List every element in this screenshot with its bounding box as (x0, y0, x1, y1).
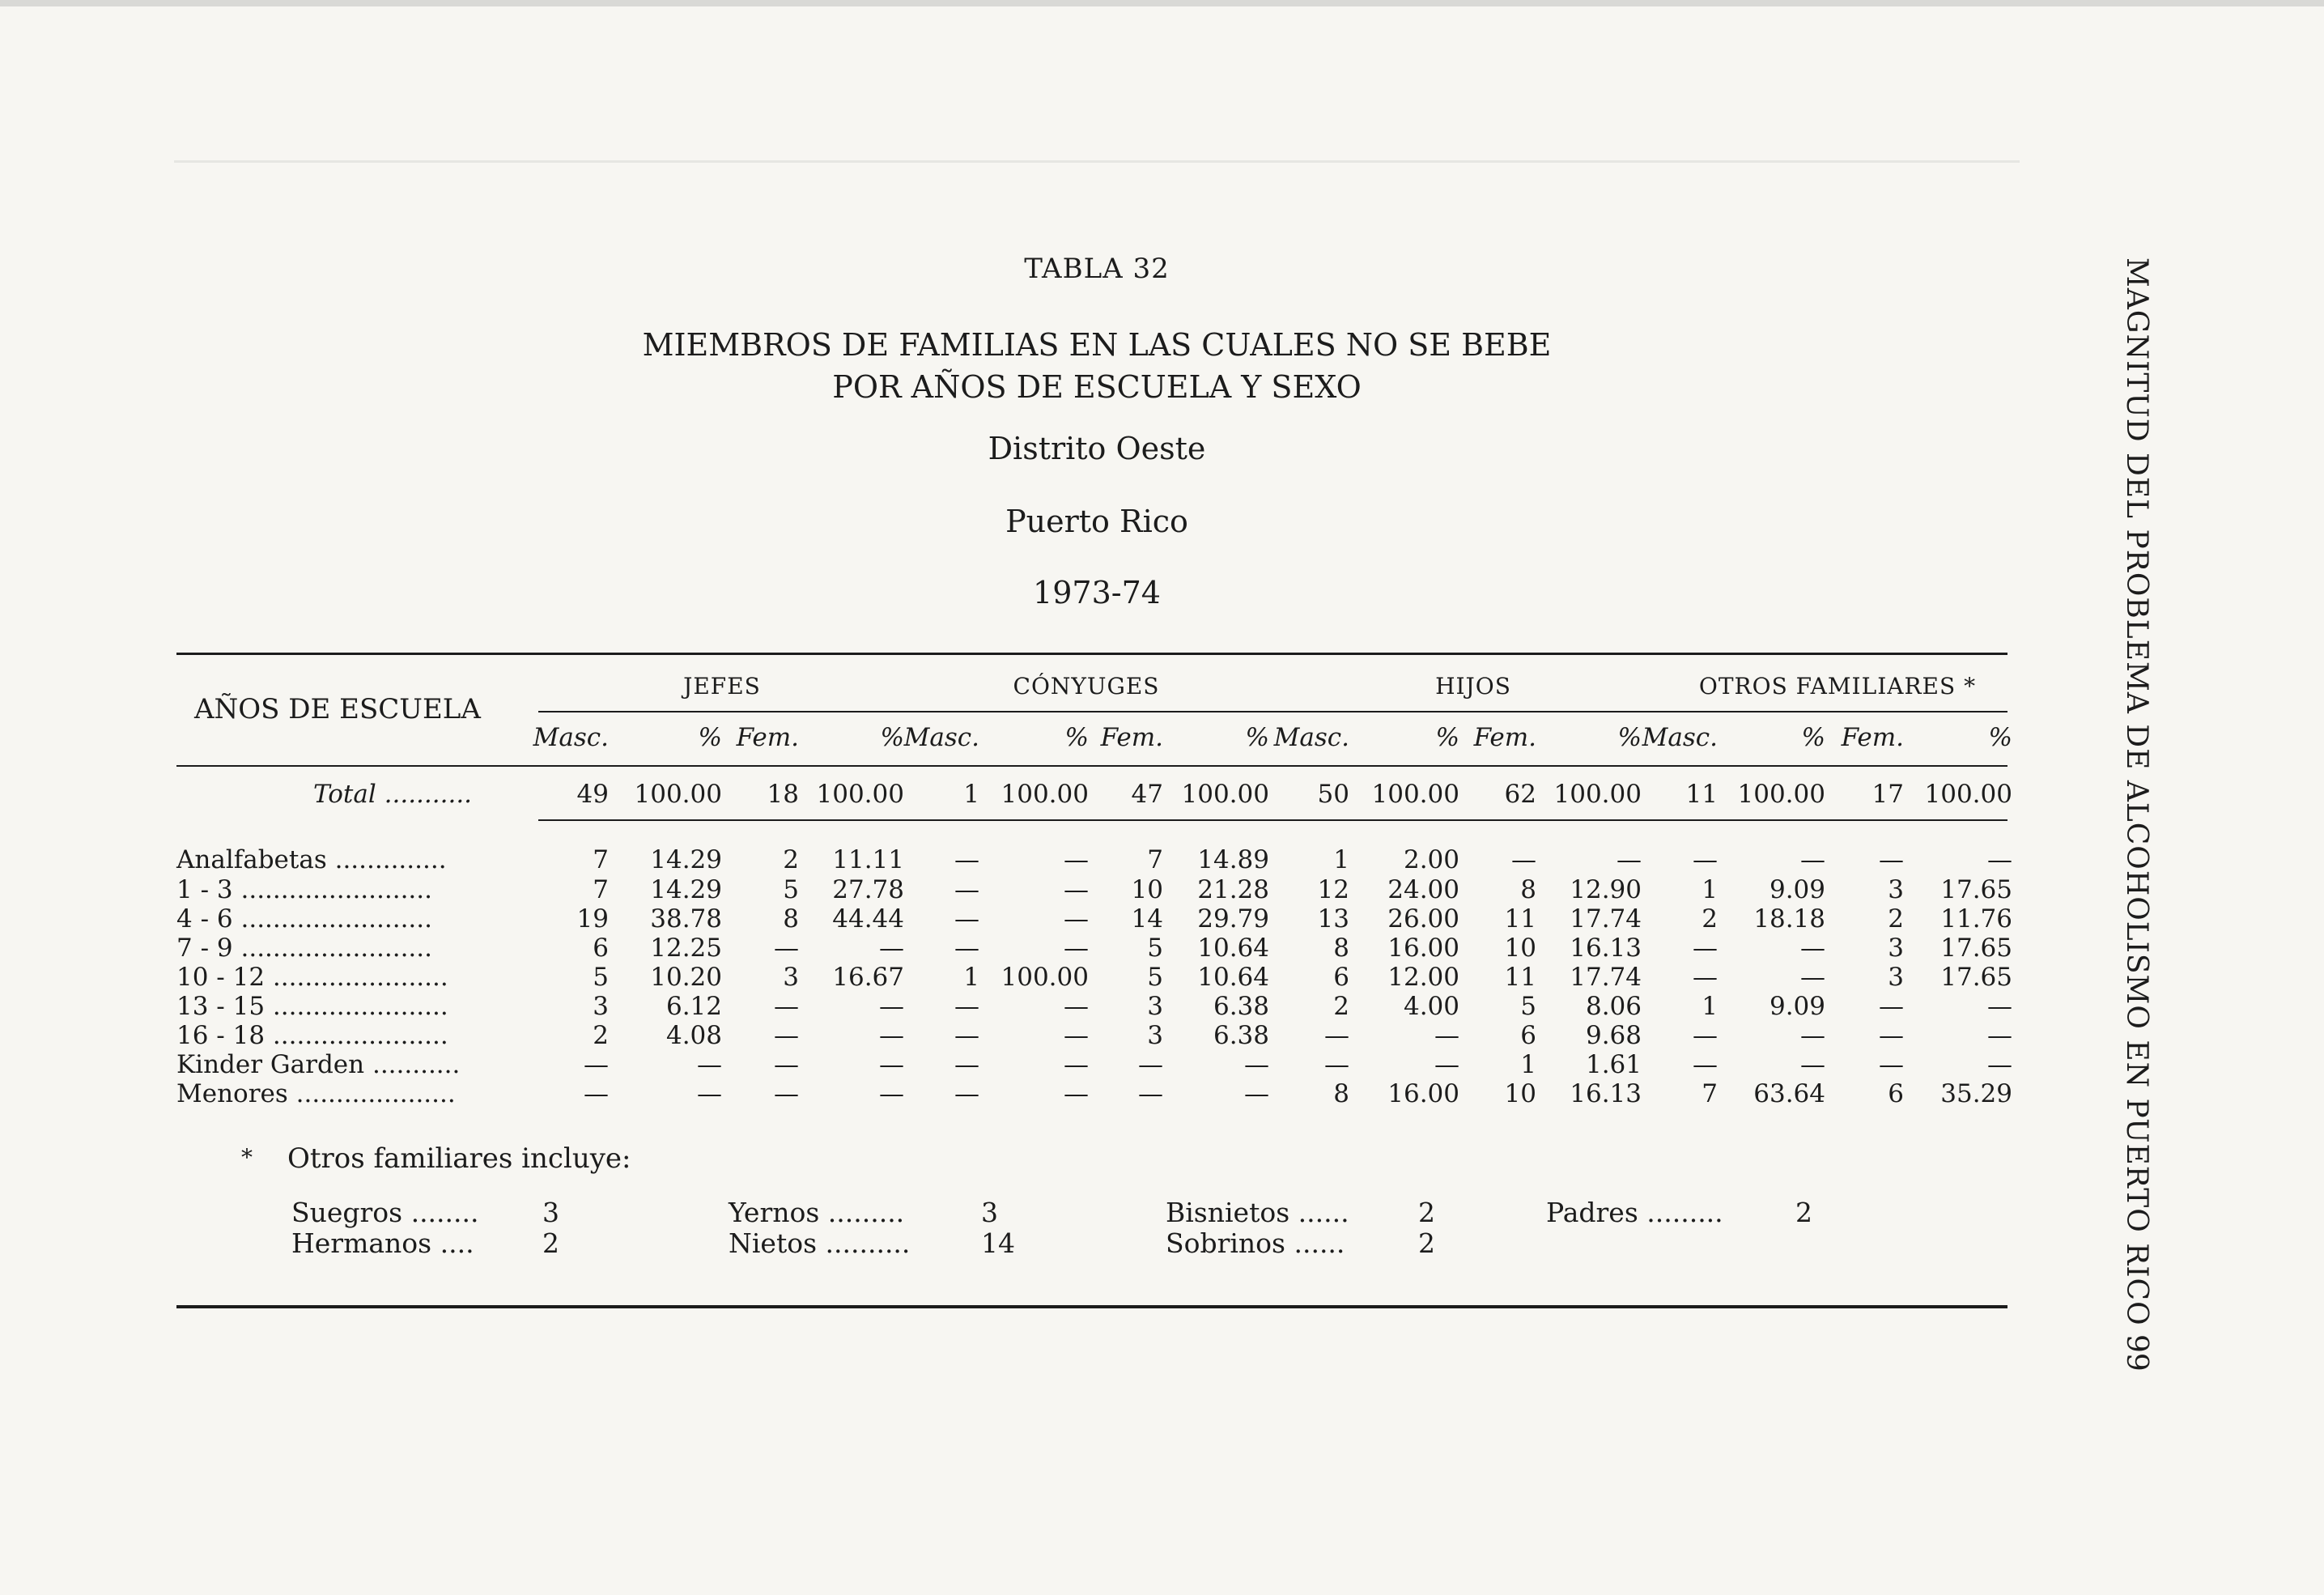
table-cell: 3 (1888, 875, 1904, 904)
group-header-rule (538, 711, 2007, 712)
table-cell: — (774, 1021, 799, 1050)
row-label: 16 - 18 ...................... (176, 1021, 448, 1050)
total-cell: 1 (963, 780, 979, 809)
footnote-text: Otros familiares incluye: (287, 1142, 631, 1175)
table-cell: 9.09 (1769, 992, 1825, 1021)
table-cell: 8 (1333, 1079, 1349, 1108)
table-cell: 11 (1504, 904, 1536, 934)
footnote-item-label: Nietos .......... (729, 1227, 911, 1259)
table-cell: 12.90 (1570, 875, 1642, 904)
column-subheader: % (698, 723, 722, 752)
row-label: 1 - 3 ........................ (176, 875, 432, 904)
total-cell: 100.00 (634, 780, 722, 809)
table-cell: — (954, 1050, 979, 1079)
table-cell: — (1617, 845, 1642, 874)
table-cell: 13 (1317, 904, 1349, 934)
table-cell: 10 (1504, 1079, 1536, 1108)
table-cell: 16.00 (1387, 934, 1459, 963)
table-cell: 8 (1520, 875, 1536, 904)
table-cell: 29.79 (1197, 904, 1269, 934)
table-cell: 7 (593, 845, 609, 874)
table-cell: — (1693, 845, 1718, 874)
table-cell: — (1879, 845, 1904, 874)
table-cell: — (954, 934, 979, 963)
table-number: TABLA 32 (1024, 253, 1170, 285)
table-cell: 100.00 (1001, 963, 1089, 992)
table-cell: 14 (1131, 904, 1163, 934)
total-cell: 100.00 (1181, 780, 1269, 809)
table-cell: 14.29 (650, 875, 722, 904)
footnote-item-value: 3 (542, 1197, 559, 1228)
table-cell: — (1800, 1050, 1825, 1079)
table-cell: 2 (1702, 904, 1718, 934)
total-row-label: Total ........... (313, 780, 473, 809)
row-label: 7 - 9 ........................ (176, 934, 432, 963)
country-label: Puerto Rico (1005, 504, 1188, 539)
table-cell: 17.74 (1570, 904, 1642, 934)
table-cell: 5 (593, 963, 609, 992)
table-cell: 6 (1333, 963, 1349, 992)
total-bottom-rule (538, 819, 2007, 821)
table-cell: — (1693, 963, 1718, 992)
footnote-item-value: 2 (542, 1227, 559, 1259)
total-cell: 100.00 (816, 780, 904, 809)
table-cell: 5 (1520, 992, 1536, 1021)
table-cell: — (1064, 1021, 1089, 1050)
column-subheader: Masc. (1273, 723, 1349, 752)
header-bottom-rule (176, 765, 2007, 767)
table-cell: — (1879, 1050, 1904, 1079)
table-cell: 11.76 (1940, 904, 2012, 934)
column-subheader: % (1435, 723, 1459, 752)
footnote-item-label: Yernos ......... (729, 1197, 905, 1228)
table-cell: 5 (1147, 963, 1163, 992)
table-cell: 6.38 (1213, 992, 1269, 1021)
table-cell: 16.67 (832, 963, 904, 992)
column-subheader: Fem. (736, 723, 799, 752)
table-cell: 1 (1333, 845, 1349, 874)
column-group-header: OTROS FAMILIARES * (1698, 673, 1977, 700)
table-cell: — (584, 1050, 609, 1079)
table-cell: — (1064, 1050, 1089, 1079)
table-cell: — (1800, 934, 1825, 963)
row-label: Analfabetas .............. (176, 845, 447, 874)
footnote-item-label: Suegros ........ (291, 1197, 479, 1228)
table-cell: 44.44 (832, 904, 904, 934)
table-cell: — (774, 934, 799, 963)
table-cell: 11 (1504, 963, 1536, 992)
table-cell: 8.06 (1585, 992, 1642, 1021)
table-cell: 24.00 (1387, 875, 1459, 904)
district-label: Distrito Oeste (988, 431, 1206, 466)
table-cell: 3 (1147, 1021, 1163, 1050)
footnote-item-label: Bisnietos ...... (1166, 1197, 1349, 1228)
total-cell: 62 (1504, 780, 1536, 809)
table-cell: 10.20 (650, 963, 722, 992)
table-cell: 17.65 (1940, 963, 2012, 992)
footnote-item-label: Hermanos .... (291, 1227, 474, 1259)
table-cell: — (954, 1079, 979, 1108)
table-cell: 18.18 (1753, 904, 1825, 934)
table-cell: — (1244, 1079, 1269, 1108)
table-cell: 9.09 (1769, 875, 1825, 904)
row-header-label: AÑOS DE ESCUELA (194, 693, 481, 725)
table-cell: 19 (576, 904, 609, 934)
table-cell: 7 (1147, 845, 1163, 874)
footnote-item-value: 2 (1795, 1197, 1812, 1228)
table-cell: 2.00 (1403, 845, 1459, 874)
table-cell: — (774, 1079, 799, 1108)
running-head: MAGNITUD DEL PROBLEMA DE ALCOHOLISMO EN PUERTO RICO (2120, 257, 2153, 1326)
table-cell: — (774, 992, 799, 1021)
table-cell: — (1800, 845, 1825, 874)
column-subheader: % (1988, 723, 2012, 752)
table-cell: 10 (1504, 934, 1536, 963)
footnote-item-value: 2 (1418, 1197, 1435, 1228)
table-cell: 1 (963, 963, 979, 992)
table-cell: 3 (1888, 934, 1904, 963)
table-cell: 12.00 (1387, 963, 1459, 992)
column-subheader: Fem. (1841, 723, 1904, 752)
column-subheader: Fem. (1473, 723, 1536, 752)
row-label: 4 - 6 ........................ (176, 904, 432, 934)
table-cell: 11.11 (832, 845, 904, 874)
table-cell: — (1434, 1050, 1459, 1079)
table-cell: — (1800, 963, 1825, 992)
footnote-item-label: Padres ......... (1546, 1197, 1723, 1228)
table-cell: 10.64 (1197, 934, 1269, 963)
table-cell: 6 (1888, 1079, 1904, 1108)
table-cell: — (1064, 1079, 1089, 1108)
table-cell: — (1138, 1079, 1163, 1108)
row-label: Kinder Garden ........... (176, 1050, 461, 1079)
footnote-item-value: 14 (981, 1227, 1015, 1259)
table-cell: 7 (593, 875, 609, 904)
table-cell: — (879, 1021, 904, 1050)
footnote-marker: * (241, 1144, 253, 1171)
table-cell: 16.00 (1387, 1079, 1459, 1108)
table-cell: 3 (593, 992, 609, 1021)
table-cell: — (1434, 1021, 1459, 1050)
table-cell: — (1064, 934, 1089, 963)
column-subheader: % (1801, 723, 1825, 752)
table-cell: 5 (783, 875, 799, 904)
total-cell: 11 (1685, 780, 1718, 809)
table-cell: 6.38 (1213, 1021, 1269, 1050)
table-cell: 5 (1147, 934, 1163, 963)
table-cell: 12 (1317, 875, 1349, 904)
column-subheader: % (1617, 723, 1642, 752)
table-cell: 10.64 (1197, 963, 1269, 992)
table-cell: 3 (783, 963, 799, 992)
row-label: Menores .................... (176, 1079, 456, 1108)
year-label: 1973-74 (1033, 575, 1161, 610)
table-cell: 4.00 (1403, 992, 1459, 1021)
table-cell: — (1064, 992, 1089, 1021)
table-cell: — (1064, 904, 1089, 934)
table-cell: — (1138, 1050, 1163, 1079)
table-cell: — (954, 875, 979, 904)
table-cell: 17.74 (1570, 963, 1642, 992)
table-cell: — (1244, 1050, 1269, 1079)
table-cell: 6 (1520, 1021, 1536, 1050)
table-cell: 1 (1702, 875, 1718, 904)
table-cell: 17.65 (1940, 934, 2012, 963)
table-cell: — (1324, 1021, 1349, 1050)
total-cell: 100.00 (1924, 780, 2012, 809)
table-cell: — (1879, 992, 1904, 1021)
table-cell: — (584, 1079, 609, 1108)
page-edge (0, 0, 2324, 6)
table-cell: 9.68 (1585, 1021, 1642, 1050)
table-cell: 17.65 (1940, 875, 2012, 904)
table-cell: 14.89 (1197, 845, 1269, 874)
table-cell: — (1987, 845, 2012, 874)
table-cell: — (1324, 1050, 1349, 1079)
total-cell: 50 (1317, 780, 1349, 809)
table-cell: 2 (1333, 992, 1349, 1021)
table-cell: — (697, 1050, 722, 1079)
table-cell: 2 (1888, 904, 1904, 934)
row-label: 13 - 15 ...................... (176, 992, 448, 1021)
table-cell: — (774, 1050, 799, 1079)
table-cell: — (1800, 1021, 1825, 1050)
table-cell: — (1511, 845, 1536, 874)
table-cell: — (1987, 1050, 2012, 1079)
table-cell: 3 (1147, 992, 1163, 1021)
table-cell: 1 (1702, 992, 1718, 1021)
table-cell: 8 (783, 904, 799, 934)
table-cell: 12.25 (650, 934, 722, 963)
total-cell: 17 (1872, 780, 1904, 809)
column-subheader: Masc. (1642, 723, 1718, 752)
column-subheader: % (880, 723, 904, 752)
table-title (174, 324, 2020, 408)
column-subheader: % (1064, 723, 1089, 752)
footnote-item-value: 3 (981, 1197, 998, 1228)
table-cell: — (1879, 1021, 1904, 1050)
table-cell: 21.28 (1197, 875, 1269, 904)
table-cell: 14.29 (650, 845, 722, 874)
column-group-header: CÓNYUGES (1013, 673, 1160, 700)
table-cell: — (1064, 875, 1089, 904)
table-cell: — (879, 1079, 904, 1108)
table-cell: — (879, 992, 904, 1021)
table-cell: — (879, 1050, 904, 1079)
table-top-rule (176, 653, 2007, 655)
table-cell: — (1987, 1021, 2012, 1050)
column-subheader: Fem. (1100, 723, 1163, 752)
table-cell: 38.78 (650, 904, 722, 934)
table-cell: 7 (1702, 1079, 1718, 1108)
footnote-item-label: Sobrinos ...... (1166, 1227, 1345, 1259)
footnote-item-value: 2 (1418, 1227, 1435, 1259)
table-cell: 6 (593, 934, 609, 963)
page-number: 99 (2120, 1334, 2153, 1372)
table-cell: 2 (593, 1021, 609, 1050)
table-cell: — (954, 1021, 979, 1050)
table-cell: 3 (1888, 963, 1904, 992)
total-cell: 18 (767, 780, 799, 809)
table-cell: 4.08 (665, 1021, 722, 1050)
table-cell: 35.29 (1940, 1079, 2012, 1108)
bleed-through-rule (174, 160, 2020, 163)
total-cell: 100.00 (1737, 780, 1825, 809)
row-label: 10 - 12 ...................... (176, 963, 448, 992)
table-cell: — (954, 845, 979, 874)
table-cell: 27.78 (832, 875, 904, 904)
total-cell: 47 (1131, 780, 1163, 809)
table-cell: 6.12 (665, 992, 722, 1021)
table-cell: 16.13 (1570, 1079, 1642, 1108)
table-cell: 63.64 (1753, 1079, 1825, 1108)
table-cell: 16.13 (1570, 934, 1642, 963)
table-cell: 2 (783, 845, 799, 874)
column-subheader: Masc. (903, 723, 979, 752)
column-subheader: Masc. (533, 723, 609, 752)
table-cell: 1 (1520, 1050, 1536, 1079)
table-cell: 8 (1333, 934, 1349, 963)
table-cell: 10 (1131, 875, 1163, 904)
table-cell: — (954, 904, 979, 934)
column-group-header: HIJOS (1435, 673, 1511, 700)
table-cell: 26.00 (1387, 904, 1459, 934)
total-cell: 49 (576, 780, 609, 809)
column-subheader: % (1245, 723, 1269, 752)
table-bottom-rule (176, 1305, 2007, 1308)
table-cell: — (1064, 845, 1089, 874)
table-cell: — (1987, 992, 2012, 1021)
table-cell: — (879, 934, 904, 963)
total-cell: 100.00 (1553, 780, 1642, 809)
table-cell: — (1693, 1021, 1718, 1050)
title-line-1: MIEMBROS DE FAMILIAS EN LAS CUALES NO SE BEBE (642, 327, 1552, 363)
column-group-header: JEFES (683, 673, 761, 700)
table-cell: 1.61 (1585, 1050, 1642, 1079)
total-cell: 100.00 (1001, 780, 1089, 809)
title-line-2: POR AÑOS DE ESCUELA Y SEXO (832, 369, 1362, 405)
total-cell: 100.00 (1371, 780, 1459, 809)
table-cell: — (1693, 934, 1718, 963)
table-cell: — (954, 992, 979, 1021)
table-cell: — (697, 1079, 722, 1108)
table-cell: — (1693, 1050, 1718, 1079)
